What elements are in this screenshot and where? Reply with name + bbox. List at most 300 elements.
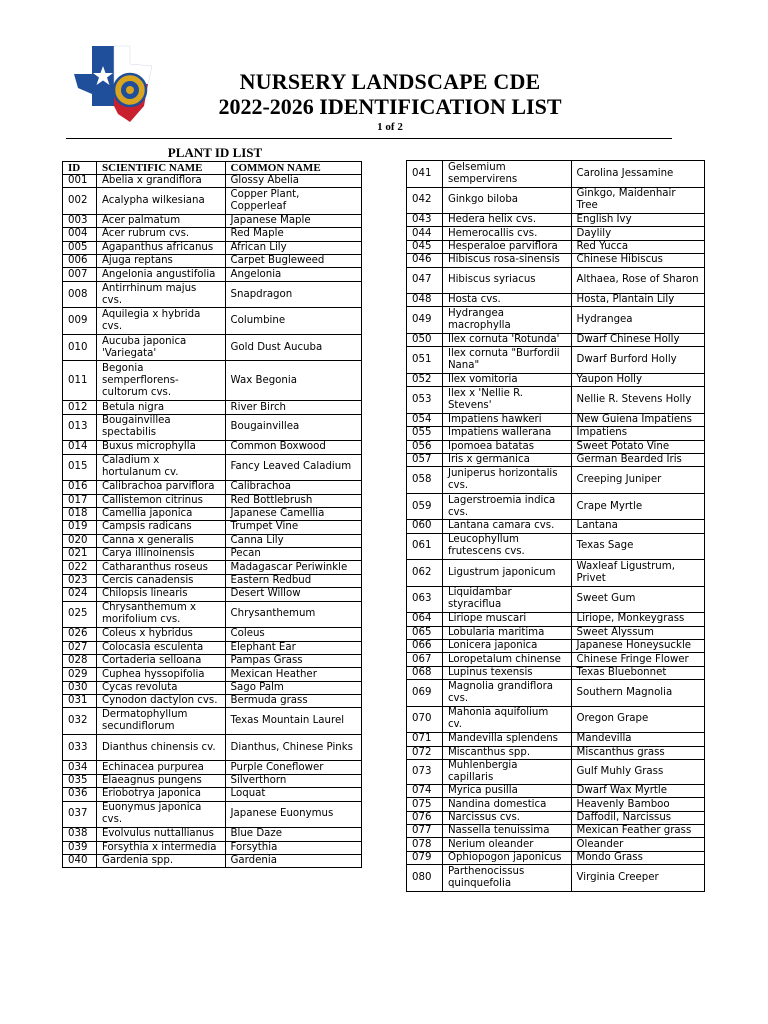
list-title: PLANT ID LIST bbox=[167, 145, 263, 160]
common-name-cell: Hosta, Plantain Lily bbox=[571, 294, 704, 307]
scientific-name-cell: Colocasia esculenta bbox=[96, 641, 225, 654]
table-row bbox=[407, 254, 705, 267]
common-name-cell: Texas Mountain Laurel bbox=[225, 708, 361, 735]
plant-id-cell: 009 bbox=[63, 308, 97, 335]
table-row bbox=[63, 854, 362, 867]
common-name-cell: Creeping Juniper bbox=[571, 467, 704, 494]
table-row bbox=[63, 228, 362, 241]
document-header bbox=[180, 70, 600, 134]
common-name-cell: Red Yucca bbox=[571, 240, 704, 253]
plant-id-cell: 042 bbox=[407, 187, 443, 214]
plant-id-cell: 060 bbox=[407, 520, 443, 533]
common-name-cell: Japanese Euonymus bbox=[225, 801, 361, 828]
table-row bbox=[407, 427, 705, 440]
table-row bbox=[407, 453, 705, 466]
plant-id-cell: 049 bbox=[407, 307, 443, 334]
plant-id-cell: 030 bbox=[63, 681, 97, 694]
table-row bbox=[407, 161, 705, 188]
table-row bbox=[63, 708, 362, 735]
scientific-name-cell: Hosta cvs. bbox=[442, 294, 571, 307]
plant-id-cell: 012 bbox=[63, 401, 97, 414]
scientific-name-cell: Leucophyllum frutescens cvs. bbox=[442, 533, 571, 560]
table-row bbox=[63, 574, 362, 587]
common-name-cell: New Guiena Impatiens bbox=[571, 413, 704, 426]
scientific-name-cell: Cuphea hyssopifolia bbox=[96, 668, 225, 681]
scientific-name-cell: Ipomoea batatas bbox=[442, 440, 571, 453]
plant-id-cell: 024 bbox=[63, 588, 97, 601]
plant-id-cell: 065 bbox=[407, 626, 443, 639]
plant-id-cell: 014 bbox=[63, 441, 97, 454]
table-row bbox=[63, 401, 362, 414]
column-header-id: ID bbox=[63, 162, 97, 175]
scientific-name-cell: Mahonia aquifolium cv. bbox=[442, 706, 571, 733]
common-name-cell: Canna Lily bbox=[225, 534, 361, 547]
common-name-cell: Sago Palm bbox=[225, 681, 361, 694]
scientific-name-cell: Catharanthus roseus bbox=[96, 561, 225, 574]
scientific-name-cell: Cycas revoluta bbox=[96, 681, 225, 694]
common-name-cell: Waxleaf Ligustrum, Privet bbox=[571, 560, 704, 587]
common-name-cell: Japanese Honeysuckle bbox=[571, 639, 704, 652]
plant-id-cell: 048 bbox=[407, 294, 443, 307]
common-name-cell: Impatiens bbox=[571, 427, 704, 440]
scientific-name-cell: Gelsemium sempervirens bbox=[442, 161, 571, 188]
plant-id-cell: 071 bbox=[407, 733, 443, 746]
common-name-cell: Gold Dust Aucuba bbox=[225, 334, 361, 361]
plant-id-cell: 056 bbox=[407, 440, 443, 453]
scientific-name-cell: Buxus microphylla bbox=[96, 441, 225, 454]
common-name-cell: Dwarf Wax Myrtle bbox=[571, 784, 704, 797]
page-indicator: 1 of 2 bbox=[377, 121, 403, 133]
table-row bbox=[407, 307, 705, 334]
plant-id-cell: 005 bbox=[63, 241, 97, 254]
table-row bbox=[407, 666, 705, 679]
scientific-name-cell: Lonicera japonica bbox=[442, 639, 571, 652]
table-row bbox=[63, 281, 362, 308]
scientific-name-cell: Caladium x hortulanum cv. bbox=[96, 454, 225, 481]
plant-id-cell: 006 bbox=[63, 255, 97, 268]
plant-table-right bbox=[406, 160, 705, 892]
plant-id-cell: 052 bbox=[407, 373, 443, 386]
scientific-name-cell: Lobularia maritima bbox=[442, 626, 571, 639]
table-row bbox=[407, 214, 705, 227]
plant-id-cell: 066 bbox=[407, 639, 443, 652]
common-name-cell: Daylily bbox=[571, 227, 704, 240]
scientific-name-cell: Loropetalum chinense bbox=[442, 653, 571, 666]
table-row bbox=[407, 294, 705, 307]
plant-id-cell: 004 bbox=[63, 228, 97, 241]
common-name-cell: German Bearded Iris bbox=[571, 453, 704, 466]
plant-id-cell: 035 bbox=[63, 774, 97, 787]
common-name-cell: English Ivy bbox=[571, 214, 704, 227]
common-name-cell: Purple Coneflower bbox=[225, 761, 361, 774]
plant-id-cell: 051 bbox=[407, 347, 443, 374]
table-row bbox=[63, 334, 362, 361]
scientific-name-cell: Hemerocallis cvs. bbox=[442, 227, 571, 240]
table-row bbox=[407, 533, 705, 560]
table-row bbox=[63, 454, 362, 481]
common-name-cell: Eastern Redbud bbox=[225, 574, 361, 587]
plant-id-cell: 062 bbox=[407, 560, 443, 587]
plant-id-cell: 013 bbox=[63, 414, 97, 441]
scientific-name-cell: Echinacea purpurea bbox=[96, 761, 225, 774]
table-row bbox=[407, 267, 705, 294]
table-row bbox=[63, 521, 362, 534]
plant-id-cell: 017 bbox=[63, 494, 97, 507]
table-row bbox=[407, 653, 705, 666]
scientific-name-cell: Impatiens hawkeri bbox=[442, 413, 571, 426]
scientific-name-cell: Elaeagnus pungens bbox=[96, 774, 225, 787]
plant-id-cell: 073 bbox=[407, 759, 443, 784]
plant-id-cell: 047 bbox=[407, 267, 443, 294]
table-row bbox=[63, 841, 362, 854]
common-name-cell: Sweet Potato Vine bbox=[571, 440, 704, 453]
common-name-cell: Elephant Ear bbox=[225, 641, 361, 654]
table-row bbox=[63, 494, 362, 507]
table-row bbox=[407, 784, 705, 797]
plant-id-cell: 036 bbox=[63, 788, 97, 801]
plant-id-cell: 021 bbox=[63, 548, 97, 561]
plant-id-cell: 061 bbox=[407, 533, 443, 560]
plant-id-cell: 058 bbox=[407, 467, 443, 494]
plant-id-cell: 019 bbox=[63, 521, 97, 534]
scientific-name-cell: Miscanthus spp. bbox=[442, 746, 571, 759]
common-name-cell: Coleus bbox=[225, 628, 361, 641]
plant-id-cell: 031 bbox=[63, 695, 97, 708]
scientific-name-cell: Ilex vomitoria bbox=[442, 373, 571, 386]
table-row bbox=[407, 626, 705, 639]
common-name-cell: Sweet Gum bbox=[571, 586, 704, 613]
scientific-name-cell: Forsythia x intermedia bbox=[96, 841, 225, 854]
plant-id-cell: 063 bbox=[407, 586, 443, 613]
common-name-cell: Nellie R. Stevens Holly bbox=[571, 387, 704, 414]
scientific-name-cell: Chilopsis linearis bbox=[96, 588, 225, 601]
scientific-name-cell: Lantana camara cvs. bbox=[442, 520, 571, 533]
table-row bbox=[407, 333, 705, 346]
plant-id-cell: 077 bbox=[407, 825, 443, 838]
table-row bbox=[407, 733, 705, 746]
plant-id-cell: 080 bbox=[407, 865, 443, 892]
plant-id-cell: 027 bbox=[63, 641, 97, 654]
scientific-name-cell: Camellia japonica bbox=[96, 507, 225, 520]
table-row bbox=[63, 481, 362, 494]
scientific-name-cell: Muhlenbergia capillaris bbox=[442, 759, 571, 784]
plant-id-cell: 069 bbox=[407, 680, 443, 707]
table-row bbox=[63, 507, 362, 520]
scientific-name-cell: Nandina domestica bbox=[442, 798, 571, 811]
plant-id-cell: 026 bbox=[63, 628, 97, 641]
scientific-name-cell: Hesperaloe parviflora bbox=[442, 240, 571, 253]
scientific-name-cell: Aquilegia x hybrida cvs. bbox=[96, 308, 225, 335]
common-name-cell: Dwarf Burford Holly bbox=[571, 347, 704, 374]
common-name-cell: Bougainvillea bbox=[225, 414, 361, 441]
table-row bbox=[407, 586, 705, 613]
scientific-name-cell: Ilex x 'Nellie R. Stevens' bbox=[442, 387, 571, 414]
plant-id-cell: 016 bbox=[63, 481, 97, 494]
scientific-name-cell: Acer rubrum cvs. bbox=[96, 228, 225, 241]
plant-id-cell: 011 bbox=[63, 361, 97, 401]
table-row bbox=[63, 601, 362, 628]
common-name-cell: Calibrachoa bbox=[225, 481, 361, 494]
plant-id-cell: 001 bbox=[63, 175, 97, 188]
common-name-cell: Crape Myrtle bbox=[571, 493, 704, 520]
scientific-name-cell: Ilex cornuta "Burfordii Nana" bbox=[442, 347, 571, 374]
common-name-cell: Southern Magnolia bbox=[571, 680, 704, 707]
common-name-cell: Japanese Camellia bbox=[225, 507, 361, 520]
scientific-name-cell: Callistemon citrinus bbox=[96, 494, 225, 507]
texas-ffa-logo bbox=[68, 44, 160, 128]
plant-id-cell: 070 bbox=[407, 706, 443, 733]
scientific-name-cell: Nassella tenuissima bbox=[442, 825, 571, 838]
table-row bbox=[63, 241, 362, 254]
table-row bbox=[63, 561, 362, 574]
table-row bbox=[63, 588, 362, 601]
common-name-cell: Hydrangea bbox=[571, 307, 704, 334]
scientific-name-cell: Bougainvillea spectabilis bbox=[96, 414, 225, 441]
plant-id-cell: 041 bbox=[407, 161, 443, 188]
scientific-name-cell: Myrica pusilla bbox=[442, 784, 571, 797]
common-name-cell: Madagascar Periwinkle bbox=[225, 561, 361, 574]
plant-id-cell: 038 bbox=[63, 828, 97, 841]
scientific-name-cell: Narcissus cvs. bbox=[442, 811, 571, 824]
scientific-name-cell: Liquidambar styraciflua bbox=[442, 586, 571, 613]
table-row bbox=[407, 838, 705, 851]
common-name-cell: Common Boxwood bbox=[225, 441, 361, 454]
plant-id-cell: 003 bbox=[63, 214, 97, 227]
common-name-cell: River Birch bbox=[225, 401, 361, 414]
common-name-cell: Virginia Creeper bbox=[571, 865, 704, 892]
plant-id-cell: 032 bbox=[63, 708, 97, 735]
scientific-name-cell: Eriobotrya japonica bbox=[96, 788, 225, 801]
table-row bbox=[407, 759, 705, 784]
table-row bbox=[407, 706, 705, 733]
table-row bbox=[63, 695, 362, 708]
plant-id-cell: 018 bbox=[63, 507, 97, 520]
table-row bbox=[63, 414, 362, 441]
scientific-name-cell: Campsis radicans bbox=[96, 521, 225, 534]
plant-id-cell: 040 bbox=[63, 854, 97, 867]
table-row bbox=[407, 825, 705, 838]
table-row bbox=[63, 801, 362, 828]
table-row bbox=[407, 440, 705, 453]
scientific-name-cell: Hibiscus rosa-sinensis bbox=[442, 254, 571, 267]
common-name-cell: Texas Sage bbox=[571, 533, 704, 560]
plant-id-cell: 008 bbox=[63, 281, 97, 308]
table-row bbox=[63, 188, 362, 215]
plant-id-cell: 059 bbox=[407, 493, 443, 520]
plant-id-cell: 043 bbox=[407, 214, 443, 227]
common-name-cell: Pecan bbox=[225, 548, 361, 561]
common-name-cell: African Lily bbox=[225, 241, 361, 254]
column-header-common-name: COMMON NAME bbox=[225, 162, 361, 175]
table-row bbox=[63, 681, 362, 694]
common-name-cell: Heavenly Bamboo bbox=[571, 798, 704, 811]
scientific-name-cell: Impatiens wallerana bbox=[442, 427, 571, 440]
common-name-cell: Red Maple bbox=[225, 228, 361, 241]
common-name-cell: Dwarf Chinese Holly bbox=[571, 333, 704, 346]
table-row bbox=[63, 175, 362, 188]
table-row bbox=[407, 746, 705, 759]
table-row bbox=[63, 734, 362, 761]
common-name-cell: Miscanthus grass bbox=[571, 746, 704, 759]
table-row bbox=[407, 187, 705, 214]
scientific-name-cell: Antirrhinum majus cvs. bbox=[96, 281, 225, 308]
scientific-name-cell: Evolvulus nuttallianus bbox=[96, 828, 225, 841]
table-header-row bbox=[63, 162, 362, 175]
table-row bbox=[407, 467, 705, 494]
scientific-name-cell: Hedera helix cvs. bbox=[442, 214, 571, 227]
table-row bbox=[407, 865, 705, 892]
common-name-cell: Liriope, Monkeygrass bbox=[571, 613, 704, 626]
plant-id-cell: 025 bbox=[63, 601, 97, 628]
table-row bbox=[407, 413, 705, 426]
table-row bbox=[407, 240, 705, 253]
common-name-cell: Forsythia bbox=[225, 841, 361, 854]
plant-id-cell: 068 bbox=[407, 666, 443, 679]
document-title: NURSERY LANDSCAPE CDE bbox=[239, 69, 541, 94]
plant-id-cell: 039 bbox=[63, 841, 97, 854]
scientific-name-cell: Parthenocissus quinquefolia bbox=[442, 865, 571, 892]
table-row bbox=[63, 361, 362, 401]
table-row bbox=[407, 347, 705, 374]
common-name-cell: Loquat bbox=[225, 788, 361, 801]
table-row bbox=[63, 548, 362, 561]
table-row bbox=[63, 255, 362, 268]
scientific-name-cell: Angelonia angustifolia bbox=[96, 268, 225, 281]
common-name-cell: Pampas Grass bbox=[225, 654, 361, 667]
scientific-name-cell: Liriope muscari bbox=[442, 613, 571, 626]
plant-id-cell: 007 bbox=[63, 268, 97, 281]
scientific-name-cell: Calibrachoa parviflora bbox=[96, 481, 225, 494]
common-name-cell: Bermuda grass bbox=[225, 695, 361, 708]
plant-id-cell: 034 bbox=[63, 761, 97, 774]
scientific-name-cell: Lupinus texensis bbox=[442, 666, 571, 679]
table-row bbox=[407, 798, 705, 811]
plant-id-cell: 074 bbox=[407, 784, 443, 797]
table-row bbox=[63, 654, 362, 667]
table-row bbox=[407, 639, 705, 652]
common-name-cell: Chrysanthemum bbox=[225, 601, 361, 628]
plant-id-cell: 044 bbox=[407, 227, 443, 240]
table-row bbox=[63, 761, 362, 774]
header-divider bbox=[66, 138, 672, 139]
scientific-name-cell: Acalypha wilkesiana bbox=[96, 188, 225, 215]
table-row bbox=[63, 668, 362, 681]
plant-id-cell: 033 bbox=[63, 734, 97, 761]
scientific-name-cell: Cortaderia selloana bbox=[96, 654, 225, 667]
common-name-cell: Texas Bluebonnet bbox=[571, 666, 704, 679]
plant-id-cell: 010 bbox=[63, 334, 97, 361]
table-row bbox=[407, 613, 705, 626]
common-name-cell: Mexican Feather grass bbox=[571, 825, 704, 838]
scientific-name-cell: Abelia x grandiflora bbox=[96, 175, 225, 188]
common-name-cell: Mondo Grass bbox=[571, 851, 704, 864]
scientific-name-cell: Acer palmatum bbox=[96, 214, 225, 227]
common-name-cell: Ginkgo, Maidenhair Tree bbox=[571, 187, 704, 214]
table-row bbox=[407, 680, 705, 707]
table-row bbox=[63, 641, 362, 654]
table-row bbox=[407, 560, 705, 587]
plant-table-left bbox=[62, 161, 362, 868]
common-name-cell: Red Bottlebrush bbox=[225, 494, 361, 507]
column-header-scientific-name: SCIENTIFIC NAME bbox=[96, 162, 225, 175]
common-name-cell: Sweet Alyssum bbox=[571, 626, 704, 639]
plant-id-cell: 050 bbox=[407, 333, 443, 346]
common-name-cell: Silverthorn bbox=[225, 774, 361, 787]
plant-id-cell: 075 bbox=[407, 798, 443, 811]
scientific-name-cell: Nerium oleander bbox=[442, 838, 571, 851]
plant-id-cell: 046 bbox=[407, 254, 443, 267]
scientific-name-cell: Ophiopogon japonicus bbox=[442, 851, 571, 864]
common-name-cell: Chinese Hibiscus bbox=[571, 254, 704, 267]
common-name-cell: Gardenia bbox=[225, 854, 361, 867]
plant-id-cell: 029 bbox=[63, 668, 97, 681]
common-name-cell: Mandevilla bbox=[571, 733, 704, 746]
common-name-cell: Oregon Grape bbox=[571, 706, 704, 733]
table-row bbox=[407, 493, 705, 520]
scientific-name-cell: Begonia semperflorens-cultorum cvs. bbox=[96, 361, 225, 401]
plant-id-cell: 055 bbox=[407, 427, 443, 440]
common-name-cell: Glossy Abelia bbox=[225, 175, 361, 188]
plant-id-cell: 020 bbox=[63, 534, 97, 547]
table-row bbox=[63, 774, 362, 787]
common-name-cell: Japanese Maple bbox=[225, 214, 361, 227]
scientific-name-cell: Hibiscus syriacus bbox=[442, 267, 571, 294]
common-name-cell: Desert Willow bbox=[225, 588, 361, 601]
scientific-name-cell: Coleus x hybridus bbox=[96, 628, 225, 641]
common-name-cell: Snapdragon bbox=[225, 281, 361, 308]
scientific-name-cell: Euonymus japonica cvs. bbox=[96, 801, 225, 828]
table-row bbox=[63, 628, 362, 641]
plant-id-cell: 037 bbox=[63, 801, 97, 828]
plant-id-cell: 078 bbox=[407, 838, 443, 851]
table-row bbox=[63, 214, 362, 227]
table-row bbox=[63, 788, 362, 801]
scientific-name-cell: Ligustrum japonicum bbox=[442, 560, 571, 587]
common-name-cell: Gulf Muhly Grass bbox=[571, 759, 704, 784]
scientific-name-cell: Canna x generalis bbox=[96, 534, 225, 547]
plant-id-cell: 015 bbox=[63, 454, 97, 481]
scientific-name-cell: Aucuba japonica 'Variegata' bbox=[96, 334, 225, 361]
scientific-name-cell: Juniperus horizontalis cvs. bbox=[442, 467, 571, 494]
table-row bbox=[63, 441, 362, 454]
common-name-cell: Chinese Fringe Flower bbox=[571, 653, 704, 666]
common-name-cell: Lantana bbox=[571, 520, 704, 533]
table-row bbox=[63, 268, 362, 281]
common-name-cell: Angelonia bbox=[225, 268, 361, 281]
scientific-name-cell: Dermatophyllum secundiflorum bbox=[96, 708, 225, 735]
table-row bbox=[63, 828, 362, 841]
plant-id-cell: 064 bbox=[407, 613, 443, 626]
common-name-cell: Mexican Heather bbox=[225, 668, 361, 681]
scientific-name-cell: Betula nigra bbox=[96, 401, 225, 414]
plant-id-cell: 072 bbox=[407, 746, 443, 759]
common-name-cell: Trumpet Vine bbox=[225, 521, 361, 534]
common-name-cell: Oleander bbox=[571, 838, 704, 851]
scientific-name-cell: Ajuga reptans bbox=[96, 255, 225, 268]
scientific-name-cell: Cercis canadensis bbox=[96, 574, 225, 587]
scientific-name-cell: Dianthus chinensis cv. bbox=[96, 734, 225, 761]
table-row bbox=[63, 308, 362, 335]
table-row bbox=[407, 387, 705, 414]
scientific-name-cell: Carya illinoinensis bbox=[96, 548, 225, 561]
common-name-cell: Fancy Leaved Caladium bbox=[225, 454, 361, 481]
plant-id-cell: 076 bbox=[407, 811, 443, 824]
plant-id-cell: 028 bbox=[63, 654, 97, 667]
plant-id-cell: 079 bbox=[407, 851, 443, 864]
plant-id-cell: 045 bbox=[407, 240, 443, 253]
plant-id-cell: 053 bbox=[407, 387, 443, 414]
plant-id-cell: 057 bbox=[407, 453, 443, 466]
